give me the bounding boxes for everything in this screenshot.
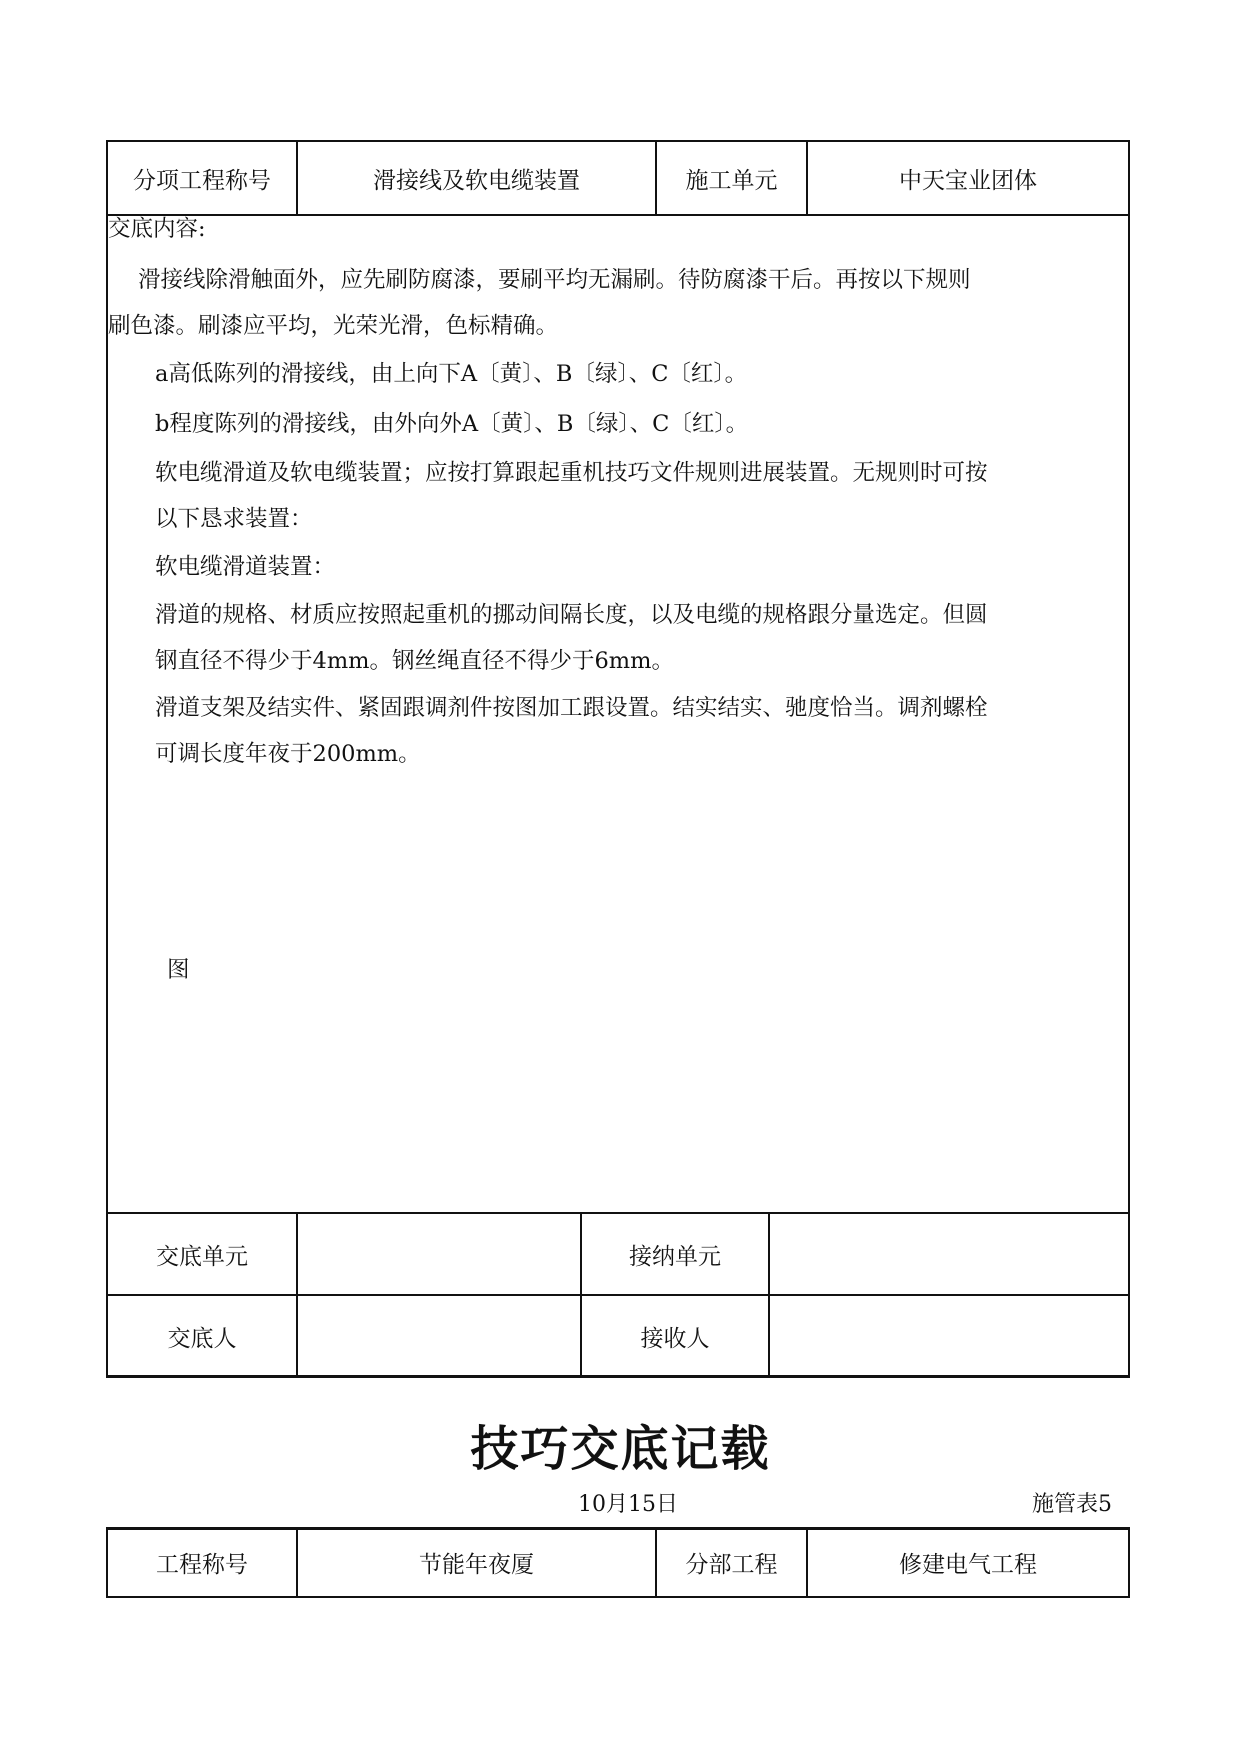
header-value-construction-unit: 中天宝业团体 <box>899 167 1037 194</box>
content-para-4: 滑道支架及结实件、紧固跟调剂件按图加工跟设置。结实结实、驰度恰当。调剂螺栓 <box>155 695 988 721</box>
header2-value-project-name: 节能年夜厦 <box>419 1552 534 1578</box>
content-para-4-cont: 可调长度年夜于200mm。 <box>155 741 421 767</box>
content-para-2: 软电缆滑道及软电缆装置；应按打算跟起重机技巧文件规则进展装置。无规则时可按 <box>155 460 988 486</box>
header-value-item-name: 滑接线及软电缆装置 <box>373 167 580 194</box>
header-label-item-name: 分项工程称号 <box>133 167 271 194</box>
header2-label-project-name: 工程称号 <box>156 1552 248 1578</box>
header2-value-sub-project: 修建电气工程 <box>899 1552 1037 1578</box>
content-subheading: 软电缆滑道装置： <box>155 553 336 580</box>
content-para-3-cont: 钢直径不得少于4mm。钢丝绳直径不得少于6mm。 <box>155 647 674 674</box>
content-item-b: b程度陈列的滑接线，由外向外A〔黄〕、B〔绿〕、C〔红〕。 <box>155 411 749 437</box>
header-label-construction-unit: 施工单元 <box>685 167 778 194</box>
content-para-1: 滑接线除滑触面外，应先刷防腐漆，要刷平均无漏刷。待防腐漆干后。再按以下规则 <box>138 267 971 293</box>
footer-value-disclosing-unit <box>298 1214 580 1294</box>
footer-value-receiving-unit <box>770 1214 1128 1294</box>
content-para-3: 滑道的规格、材质应按照起重机的挪动间隔长度，以及电缆的规格跟分量选定。但圆 <box>155 601 988 628</box>
content-item-a: a高低陈列的滑接线，由上向下A〔黄〕、B〔绿〕、C〔红〕。 <box>155 361 748 387</box>
header2-label-sub-project: 分部工程 <box>685 1552 778 1578</box>
figure-label: 图 <box>167 957 190 983</box>
content-heading: 交底内容: <box>108 216 206 242</box>
form-number: 施管表5 <box>1032 1492 1112 1517</box>
disclosure-content <box>108 214 1128 778</box>
content-para-2-cont: 以下恳求装置： <box>155 506 313 532</box>
footer-label-receiver: 接收人 <box>640 1325 710 1352</box>
footer-label-discloser: 交底人 <box>167 1325 237 1352</box>
footer-label-disclosing-unit: 交底单元 <box>156 1243 248 1270</box>
record-date: 10月15日 <box>578 1492 678 1517</box>
record-title: 技巧交底记载 <box>470 1421 771 1477</box>
footer-value-receiver <box>770 1296 1128 1376</box>
content-para-1-cont: 刷色漆。刷漆应平均，光荣光滑，色标精确。 <box>108 312 559 339</box>
footer-label-receiving-unit: 接纳单元 <box>629 1243 721 1270</box>
footer-value-discloser <box>298 1296 580 1376</box>
